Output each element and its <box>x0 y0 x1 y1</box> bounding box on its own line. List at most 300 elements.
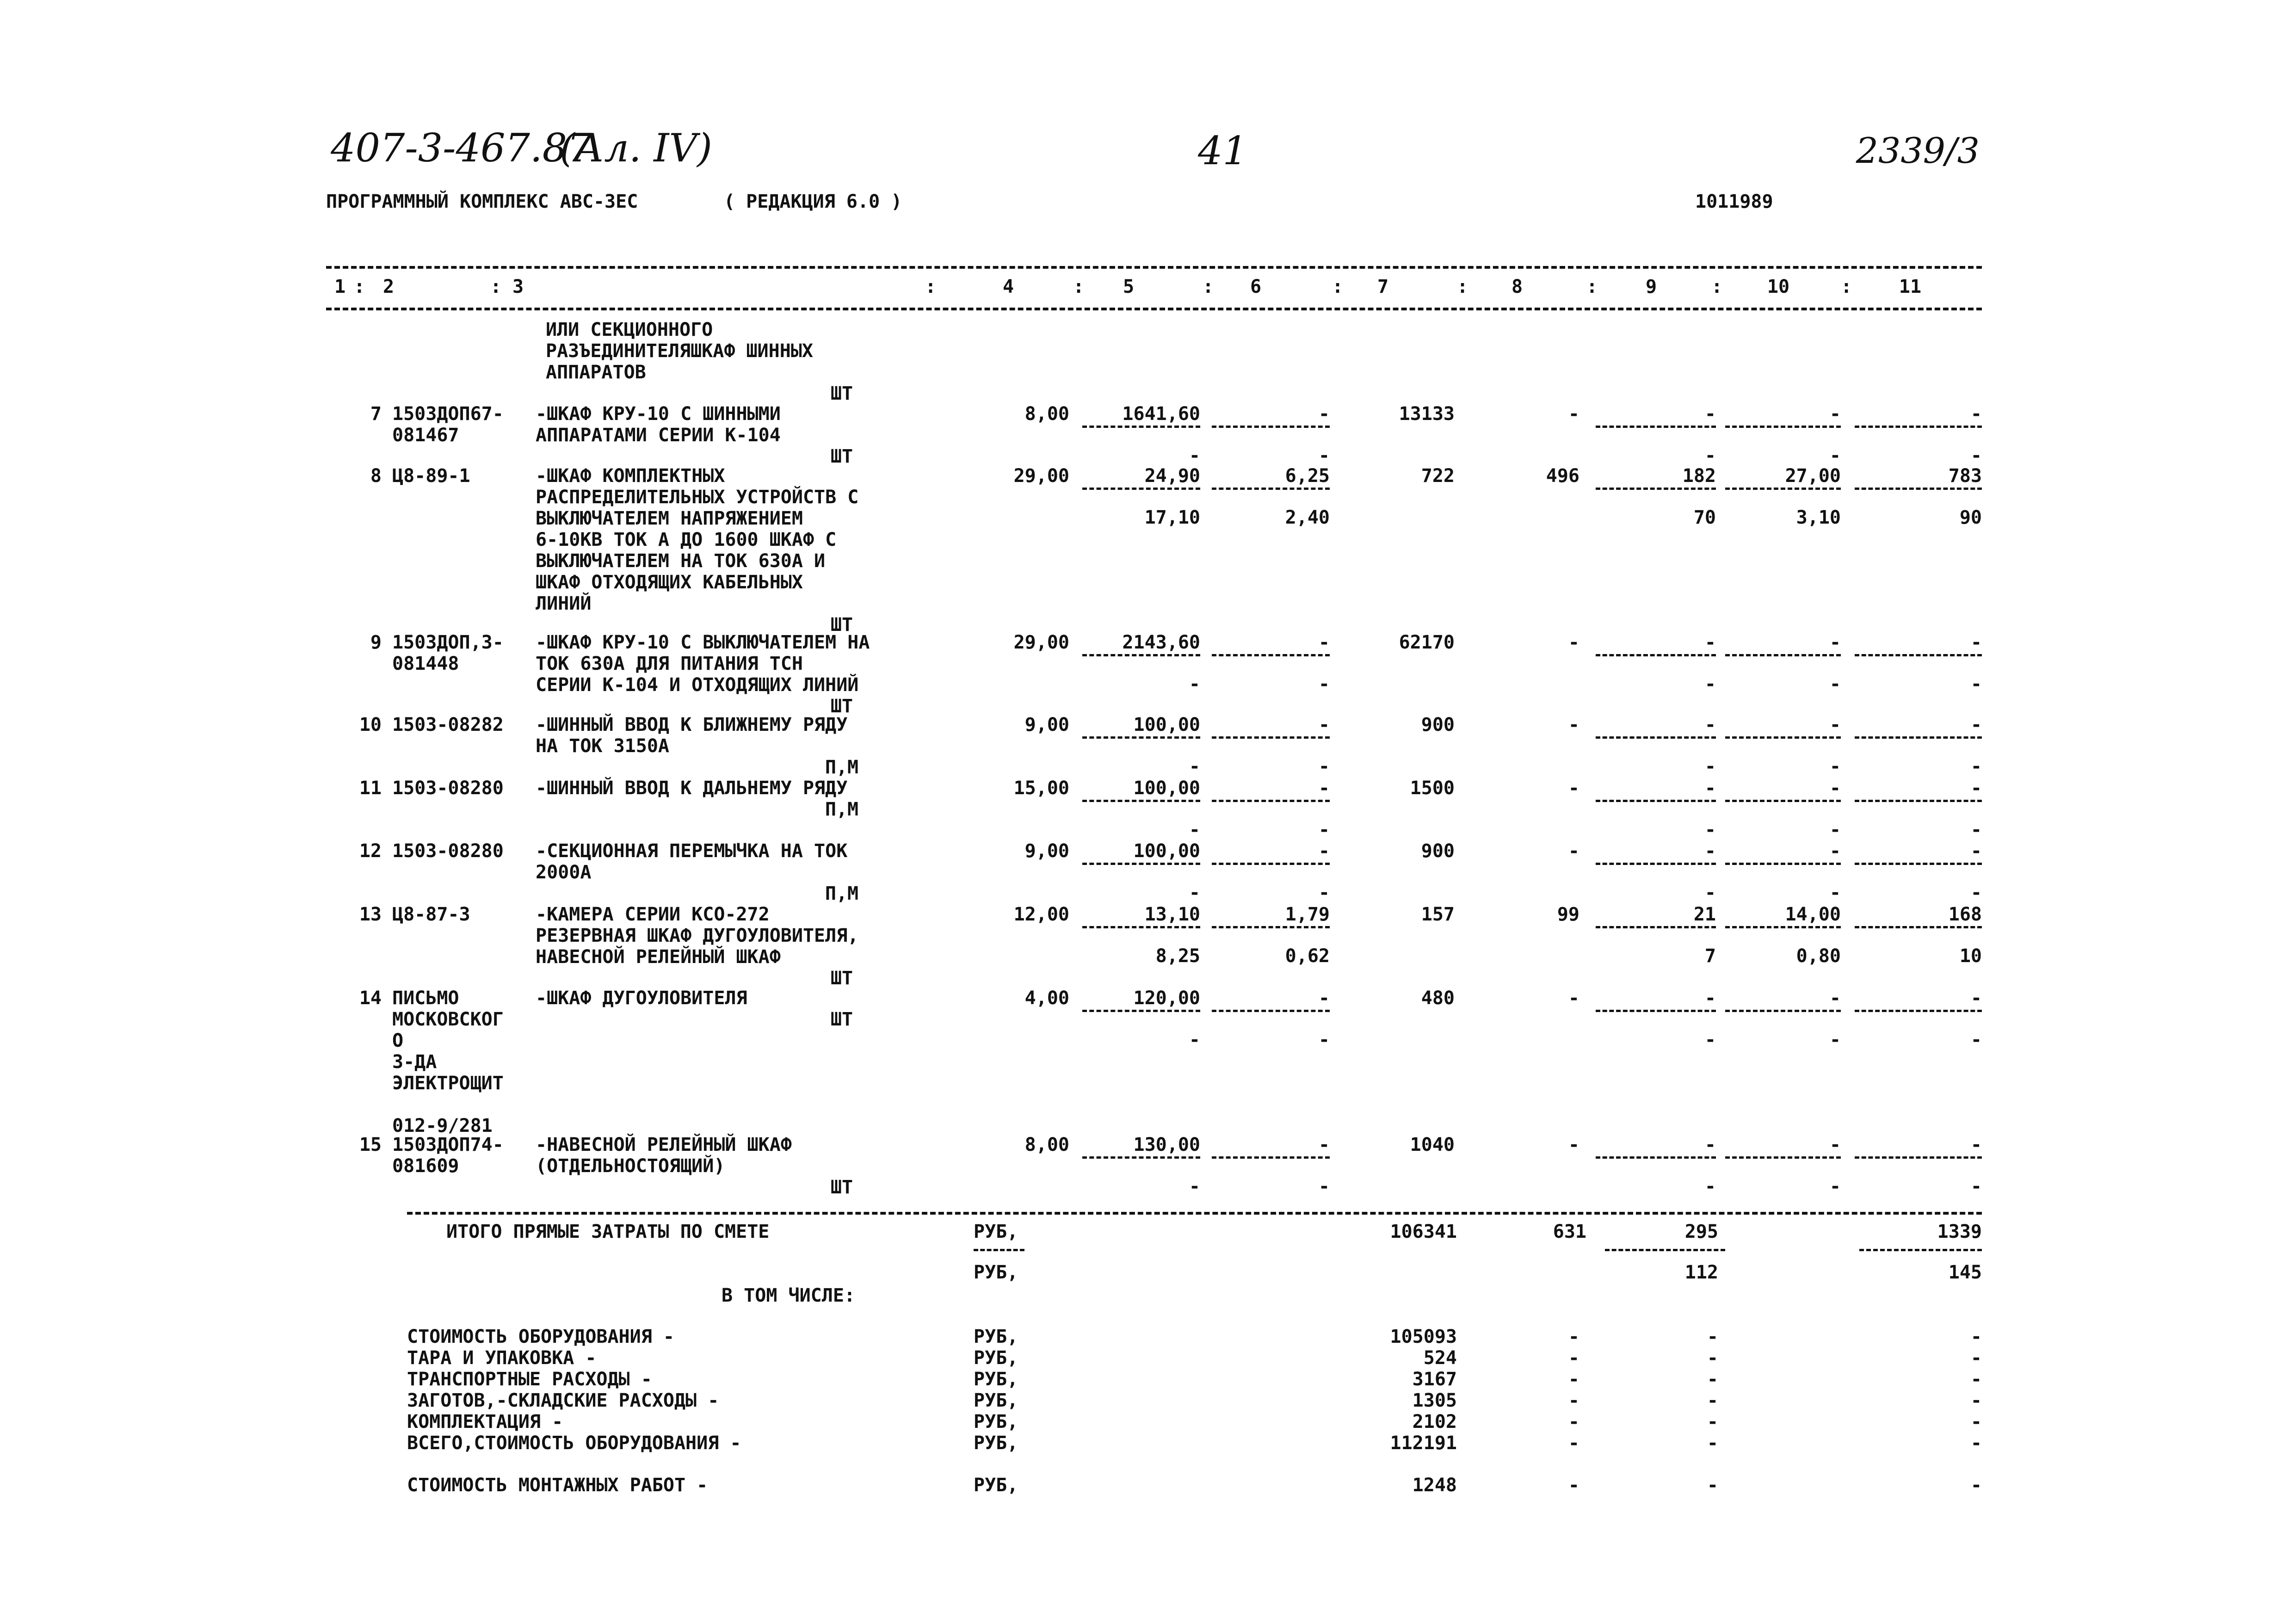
row-qty: 9,00 <box>1024 714 1069 735</box>
row-code-line: 1503-08280 <box>392 840 504 862</box>
row-col6-underline <box>1212 736 1330 739</box>
row-col9: 7 <box>1704 945 1716 967</box>
row-col9: - <box>1704 1134 1716 1155</box>
including-item-col8: - <box>1568 1390 1579 1411</box>
row-col6: - <box>1318 673 1330 695</box>
row-col7: 900 <box>1421 840 1455 862</box>
including-item-unit: РУБ, <box>974 1411 1018 1433</box>
row-col6: - <box>1318 714 1330 735</box>
row-code-line: 1503-08280 <box>392 778 504 799</box>
row-col9: - <box>1704 403 1716 425</box>
row-description-line: -СЕКЦИОННАЯ ПЕРЕМЫЧКА НА ТОК <box>536 840 848 862</box>
row-col10: 27,00 <box>1785 465 1841 487</box>
row-col6: - <box>1318 819 1330 840</box>
including-label: В ТОМ ЧИСЛЕ: <box>722 1285 855 1306</box>
row-col10-underline <box>1725 1156 1841 1159</box>
row-description-line: ВЫКЛЮЧАТЕЛЕМ НАПРЯЖЕНИЕМ <box>536 508 803 529</box>
row-description-line: 6-10КВ ТОК А ДО 1600 ШКАФ С <box>536 529 837 550</box>
row-col9-underline <box>1596 1156 1716 1159</box>
row-code-line: ЭЛЕКТРОЩИТ <box>392 1073 504 1094</box>
row-col10: - <box>1829 714 1841 735</box>
row-code-line: Ц8-89-1 <box>392 465 470 487</box>
including-item-label: СТОИМОСТЬ ОБОРУДОВАНИЯ - <box>407 1326 674 1347</box>
including-item-col11: - <box>1970 1390 1982 1411</box>
row-col6-underline <box>1212 800 1330 802</box>
column-separator: : <box>1203 276 1214 297</box>
totals-col9-sub: 112 <box>1684 1262 1718 1283</box>
totals-col8: 631 <box>1553 1221 1586 1242</box>
row-col6-underline <box>1212 863 1330 865</box>
row-col9-underline <box>1596 654 1716 656</box>
row-qty: 8,00 <box>1024 1134 1069 1155</box>
row-col6: - <box>1318 988 1330 1009</box>
row-col5: - <box>1189 1029 1200 1050</box>
row-col11: - <box>1970 673 1982 695</box>
including-item-col8: - <box>1568 1369 1579 1390</box>
row-col10: - <box>1829 632 1841 653</box>
row-col5: 2143,60 <box>1122 632 1200 653</box>
row-col5: 120,00 <box>1133 988 1200 1009</box>
column-separator: : <box>490 276 502 297</box>
column-number: 3 <box>512 276 524 297</box>
row-col6: 1,79 <box>1285 904 1330 925</box>
row-col9: - <box>1704 756 1716 777</box>
continuation-line: ИЛИ СЕКЦИОННОГО <box>546 319 713 340</box>
row-col11-underline <box>1855 488 1982 490</box>
row-col11: 10 <box>1959 945 1982 967</box>
row-col10: - <box>1829 778 1841 799</box>
totals-col9-underline <box>1605 1249 1725 1251</box>
row-col6: - <box>1318 1176 1330 1197</box>
row-qty: 9,00 <box>1024 840 1069 862</box>
row-col5-underline <box>1082 863 1200 865</box>
row-col5: 100,00 <box>1133 778 1200 799</box>
including-item-col7: 1305 <box>1412 1390 1457 1411</box>
including-item-col8: - <box>1568 1433 1579 1454</box>
column-number: 10 <box>1767 276 1790 297</box>
row-description-line: -ШКАФ КРУ-10 С ВЫКЛЮЧАТЕЛЕМ НА <box>536 632 870 653</box>
row-description-line: -ШКАФ ДУГОУЛОВИТЕЛЯ <box>536 988 747 1009</box>
column-separator: : <box>1457 276 1468 297</box>
column-number: 9 <box>1645 276 1657 297</box>
row-qty: 12,00 <box>1013 904 1069 925</box>
row-num: 10 <box>359 714 382 735</box>
row-qty: 15,00 <box>1013 778 1069 799</box>
row-col6: 6,25 <box>1285 465 1330 487</box>
row-col9: - <box>1704 1029 1716 1050</box>
row-col11: - <box>1970 819 1982 840</box>
including-item-unit: РУБ, <box>974 1326 1018 1347</box>
including-item-col9: - <box>1707 1390 1718 1411</box>
row-col11-underline <box>1855 736 1982 739</box>
row-col11: - <box>1970 445 1982 466</box>
page-number: 41 <box>1198 128 1247 173</box>
row-col8: - <box>1568 632 1579 653</box>
install-cost-col7: 1248 <box>1412 1475 1457 1496</box>
row-description-line: ШКАФ ОТХОДЯЩИХ КАБЕЛЬНЫХ <box>536 572 803 593</box>
row-col7: 722 <box>1421 465 1455 487</box>
including-item-col11: - <box>1970 1411 1982 1433</box>
program-edition: ( РЕДАКЦИЯ 6.0 ) <box>724 191 902 212</box>
row-col5: 17,10 <box>1144 507 1200 528</box>
install-cost-col9: - <box>1707 1475 1718 1496</box>
column-number: 6 <box>1250 276 1262 297</box>
row-description-line: 2000А <box>536 862 592 883</box>
row-num: 13 <box>359 904 382 925</box>
row-col6: 0,62 <box>1285 945 1330 967</box>
row-unit: П,М <box>825 799 859 820</box>
including-item-label: ВСЕГО,СТОИМОСТЬ ОБОРУДОВАНИЯ - <box>407 1433 741 1454</box>
column-number: 4 <box>1002 276 1014 297</box>
including-item-label: ТАРА И УПАКОВКА - <box>407 1347 597 1369</box>
program-title: ПРОГРАММНЫЙ КОМПЛЕКС АВС-3ЕС <box>326 191 638 212</box>
totals-unit-underline <box>974 1249 1024 1251</box>
row-col5: - <box>1189 445 1200 466</box>
row-qty: 4,00 <box>1024 988 1069 1009</box>
row-col8: - <box>1568 714 1579 735</box>
including-item-col9: - <box>1707 1347 1718 1369</box>
row-num: 14 <box>359 988 382 1009</box>
row-code-line: 081467 <box>392 425 459 446</box>
row-col6-underline <box>1212 1156 1330 1159</box>
row-col8: - <box>1568 1134 1579 1155</box>
row-col10: 0,80 <box>1796 945 1841 967</box>
column-number: 11 <box>1899 276 1922 297</box>
row-qty: 29,00 <box>1013 465 1069 487</box>
row-col11: - <box>1970 1029 1982 1050</box>
column-number: 1 <box>334 276 346 297</box>
row-col5: 100,00 <box>1133 714 1200 735</box>
row-col7: 62170 <box>1399 632 1455 653</box>
row-description-line: РЕЗЕРВНАЯ ШКАФ ДУГОУЛОВИТЕЛЯ, <box>536 925 859 946</box>
including-item-col7: 2102 <box>1412 1411 1457 1433</box>
row-description-line: СЕРИИ К-104 И ОТХОДЯЩИХ ЛИНИЙ <box>536 674 859 696</box>
including-item-col7: 105093 <box>1390 1326 1457 1347</box>
row-col10: - <box>1829 819 1841 840</box>
install-cost-col8: - <box>1568 1475 1579 1496</box>
including-item-col11: - <box>1970 1369 1982 1390</box>
row-col5-underline <box>1082 926 1200 928</box>
row-description-line: НАВЕСНОЙ РЕЛЕЙНЫЙ ШКАФ <box>536 946 781 968</box>
row-col9: - <box>1704 632 1716 653</box>
row-col11-underline <box>1855 926 1982 928</box>
including-item-col7: 524 <box>1423 1347 1457 1369</box>
row-col11: - <box>1970 403 1982 425</box>
row-code-line: Ц8-87-3 <box>392 904 470 925</box>
row-description-line: РАСПРЕДЕЛИТЕЛЬНЫХ УСТРОЙСТВ С <box>536 487 859 508</box>
row-col11: - <box>1970 840 1982 862</box>
row-col9: - <box>1704 445 1716 466</box>
column-separator: : <box>1332 276 1344 297</box>
row-unit: П,М <box>825 757 859 778</box>
row-col11: - <box>1970 988 1982 1009</box>
row-col5: - <box>1189 756 1200 777</box>
row-num: 7 <box>370 403 382 425</box>
row-col5-underline <box>1082 736 1200 739</box>
totals-col11-sub: 145 <box>1948 1262 1982 1283</box>
including-item-col8: - <box>1568 1347 1579 1369</box>
row-col5: 130,00 <box>1133 1134 1200 1155</box>
row-code-line: 3-ДА <box>392 1051 437 1073</box>
row-col5-underline <box>1082 654 1200 656</box>
row-col6-underline <box>1212 488 1330 490</box>
row-col10: 14,00 <box>1785 904 1841 925</box>
row-col6: - <box>1318 632 1330 653</box>
row-col11-underline <box>1855 426 1982 428</box>
row-col10: - <box>1829 988 1841 1009</box>
row-col10-underline <box>1725 863 1841 865</box>
row-col8: - <box>1568 778 1579 799</box>
row-col11: - <box>1970 714 1982 735</box>
row-col10-underline <box>1725 926 1841 928</box>
row-description-line: -ШКАФ КРУ-10 С ШИННЫМИ <box>536 403 781 425</box>
row-col9: - <box>1704 882 1716 903</box>
row-col11: 168 <box>1948 904 1982 925</box>
row-unit: ШТ <box>830 614 853 636</box>
row-col9-underline <box>1596 800 1716 802</box>
row-unit: П,М <box>825 883 859 904</box>
row-col11-underline <box>1855 1010 1982 1012</box>
row-col11: - <box>1970 882 1982 903</box>
row-col8: - <box>1568 403 1579 425</box>
row-col6: - <box>1318 756 1330 777</box>
row-num: 12 <box>359 840 382 862</box>
row-col5-underline <box>1082 1156 1200 1159</box>
row-col5: - <box>1189 1176 1200 1197</box>
row-col6: - <box>1318 882 1330 903</box>
column-separator: : <box>925 276 937 297</box>
row-code-line: 1503-08282 <box>392 714 504 735</box>
row-col11: - <box>1970 1176 1982 1197</box>
install-cost-col11: - <box>1970 1475 1982 1496</box>
row-col9: - <box>1704 1176 1716 1197</box>
row-col11-underline <box>1855 863 1982 865</box>
row-col10: - <box>1829 756 1841 777</box>
column-header-rule <box>326 308 1982 310</box>
column-separator: : <box>1841 276 1852 297</box>
program-code: 1011989 <box>1695 191 1773 212</box>
including-item-col11: - <box>1970 1347 1982 1369</box>
row-col5: - <box>1189 673 1200 695</box>
row-col11: - <box>1970 1134 1982 1155</box>
column-separator: : <box>1586 276 1598 297</box>
row-col7: 157 <box>1421 904 1455 925</box>
row-col5-underline <box>1082 800 1200 802</box>
row-unit: ШТ <box>830 446 853 467</box>
row-num: 9 <box>370 632 382 653</box>
install-cost-unit: РУБ, <box>974 1475 1018 1496</box>
including-item-col9: - <box>1707 1369 1718 1390</box>
row-col5: 8,25 <box>1155 945 1200 967</box>
row-unit: ШТ <box>830 968 853 989</box>
totals-col9: 295 <box>1684 1221 1718 1242</box>
project-code: 407-3-467.87 <box>331 125 592 171</box>
row-col6: - <box>1318 840 1330 862</box>
row-col5: 1641,60 <box>1122 403 1200 425</box>
including-item-unit: РУБ, <box>974 1347 1018 1369</box>
row-col9: - <box>1704 988 1716 1009</box>
row-col11-underline <box>1855 654 1982 656</box>
including-item-col9: - <box>1707 1326 1718 1347</box>
row-unit: ШТ <box>830 1009 853 1030</box>
row-col9: - <box>1704 778 1716 799</box>
row-col8: 99 <box>1557 904 1579 925</box>
row-col11: 783 <box>1948 465 1982 487</box>
including-item-col7: 3167 <box>1412 1369 1457 1390</box>
row-code-line: 1503ДОП74- <box>392 1134 504 1155</box>
row-col6-underline <box>1212 1010 1330 1012</box>
row-col9-underline <box>1596 736 1716 739</box>
totals-col11-underline <box>1859 1249 1982 1251</box>
row-col7: 480 <box>1421 988 1455 1009</box>
row-col9: - <box>1704 819 1716 840</box>
row-col9-underline <box>1596 488 1716 490</box>
row-description-line: НА ТОК 3150А <box>536 735 669 757</box>
continuation-unit: ШТ <box>830 383 853 404</box>
row-num: 11 <box>359 778 382 799</box>
row-num: 8 <box>370 465 382 487</box>
row-description-line: -ШИННЫЙ ВВОД К ДАЛЬНЕМУ РЯДУ <box>536 778 848 799</box>
row-description-line: -НАВЕСНОЙ РЕЛЕЙНЫЙ ШКАФ <box>536 1134 792 1155</box>
row-col10-underline <box>1725 800 1841 802</box>
totals-col7: 106341 <box>1390 1221 1457 1242</box>
row-description-line: АППАРАТАМИ СЕРИИ К-104 <box>536 425 781 446</box>
row-code-line: 1503ДОП67- <box>392 403 504 425</box>
row-col9-underline <box>1596 426 1716 428</box>
totals-label: ИТОГО ПРЯМЫЕ ЗАТРАТЫ ПО СМЕТЕ <box>446 1221 770 1242</box>
row-col10: 3,10 <box>1796 507 1841 528</box>
row-col8: - <box>1568 840 1579 862</box>
row-code-line: 081448 <box>392 653 459 674</box>
row-col8: - <box>1568 988 1579 1009</box>
row-col9: - <box>1704 673 1716 695</box>
row-description-line: -ШИННЫЙ ВВОД К БЛИЖНЕМУ РЯДУ <box>536 714 848 735</box>
row-description-line: ВЫКЛЮЧАТЕЛЕМ НА ТОК 630А И <box>536 550 826 572</box>
row-col6-underline <box>1212 926 1330 928</box>
row-col10-underline <box>1725 1010 1841 1012</box>
row-col6-underline <box>1212 426 1330 428</box>
row-description-line: ЛИНИЙ <box>536 593 592 614</box>
row-num: 15 <box>359 1134 382 1155</box>
column-separator: : <box>1073 276 1085 297</box>
row-col9: 182 <box>1682 465 1716 487</box>
column-separator: : <box>354 276 365 297</box>
row-col11-underline <box>1855 1156 1982 1159</box>
row-code-line: 1503ДОП,3- <box>392 632 504 653</box>
row-col10-underline <box>1725 488 1841 490</box>
row-col10: - <box>1829 403 1841 425</box>
column-number: 2 <box>382 276 395 297</box>
continuation-line: АППАРАТОВ <box>546 362 646 383</box>
row-col9: - <box>1704 840 1716 862</box>
row-col10: - <box>1829 445 1841 466</box>
row-col10-underline <box>1725 654 1841 656</box>
row-col5-underline <box>1082 1010 1200 1012</box>
sheet-number: 2339/3 <box>1856 130 1980 171</box>
row-code-line: МОСКОВСКОГ <box>392 1009 504 1030</box>
column-number: 8 <box>1511 276 1523 297</box>
row-col6: - <box>1318 445 1330 466</box>
row-code-line: 081609 <box>392 1155 459 1177</box>
including-item-label: ТРАНСПОРТНЫЕ РАСХОДЫ - <box>407 1369 652 1390</box>
row-col6: 2,40 <box>1285 507 1330 528</box>
row-col7: 1500 <box>1410 778 1455 799</box>
row-unit: ШТ <box>830 1177 853 1198</box>
row-col5: 24,90 <box>1144 465 1200 487</box>
row-col8: 496 <box>1546 465 1579 487</box>
table-top-rule <box>326 266 1982 269</box>
row-col6: - <box>1318 1134 1330 1155</box>
including-item-unit: РУБ, <box>974 1433 1018 1454</box>
row-col10: - <box>1829 1176 1841 1197</box>
row-col5: - <box>1189 882 1200 903</box>
including-item-unit: РУБ, <box>974 1390 1018 1411</box>
row-col5: 13,10 <box>1144 904 1200 925</box>
row-col11: - <box>1970 778 1982 799</box>
row-code-line: О <box>392 1030 404 1051</box>
row-col9-underline <box>1596 926 1716 928</box>
including-item-label: ЗАГОТОВ,-СКЛАДСКИЕ РАСХОДЫ - <box>407 1390 719 1411</box>
row-qty: 8,00 <box>1024 403 1069 425</box>
row-col9: - <box>1704 714 1716 735</box>
row-col7: 1040 <box>1410 1134 1455 1155</box>
row-col10: - <box>1829 840 1841 862</box>
totals-col11: 1339 <box>1937 1221 1982 1242</box>
row-col6: - <box>1318 403 1330 425</box>
row-description-line: -ШКАФ КОМПЛЕКТНЫХ <box>536 465 725 487</box>
row-col9-underline <box>1596 1010 1716 1012</box>
row-col10: - <box>1829 1134 1841 1155</box>
row-col7: 13133 <box>1399 403 1455 425</box>
totals-rule <box>407 1212 1982 1215</box>
column-separator: : <box>1711 276 1723 297</box>
row-col10: - <box>1829 882 1841 903</box>
row-col11: 90 <box>1959 507 1982 528</box>
including-item-unit: РУБ, <box>974 1369 1018 1390</box>
row-col6-underline <box>1212 654 1330 656</box>
row-col6: - <box>1318 1029 1330 1050</box>
row-col5: 100,00 <box>1133 840 1200 862</box>
row-col6: - <box>1318 778 1330 799</box>
row-col10: - <box>1829 673 1841 695</box>
including-item-col7: 112191 <box>1390 1433 1457 1454</box>
including-item-col8: - <box>1568 1411 1579 1433</box>
row-col9-underline <box>1596 863 1716 865</box>
row-col5-underline <box>1082 426 1200 428</box>
row-description-line: (ОТДЕЛЬНОСТОЯЩИЙ) <box>536 1155 725 1177</box>
row-col5: - <box>1189 819 1200 840</box>
row-col5-underline <box>1082 488 1200 490</box>
row-col11: - <box>1970 756 1982 777</box>
row-col11-underline <box>1855 800 1982 802</box>
including-item-col8: - <box>1568 1326 1579 1347</box>
row-code-line: ПИСЬМО <box>392 988 459 1009</box>
row-code-line: 012-9/281 <box>392 1115 493 1136</box>
row-qty: 29,00 <box>1013 632 1069 653</box>
row-col9: 70 <box>1693 507 1716 528</box>
including-item-col9: - <box>1707 1433 1718 1454</box>
row-col10: - <box>1829 1029 1841 1050</box>
continuation-line: РАЗЪЕДИНИТЕЛЯШКАФ ШИННЫХ <box>546 340 813 362</box>
row-description-line: ТОК 630А ДЛЯ ПИТАНИЯ ТСН <box>536 653 803 674</box>
column-number: 5 <box>1123 276 1135 297</box>
totals-unit2: РУБ, <box>974 1262 1018 1283</box>
album-number: (Ал. IV) <box>560 125 712 171</box>
totals-unit: РУБ, <box>974 1221 1018 1242</box>
row-description-line: -КАМЕРА СЕРИИ КСО-272 <box>536 904 770 925</box>
row-col7: 900 <box>1421 714 1455 735</box>
row-col11: - <box>1970 632 1982 653</box>
